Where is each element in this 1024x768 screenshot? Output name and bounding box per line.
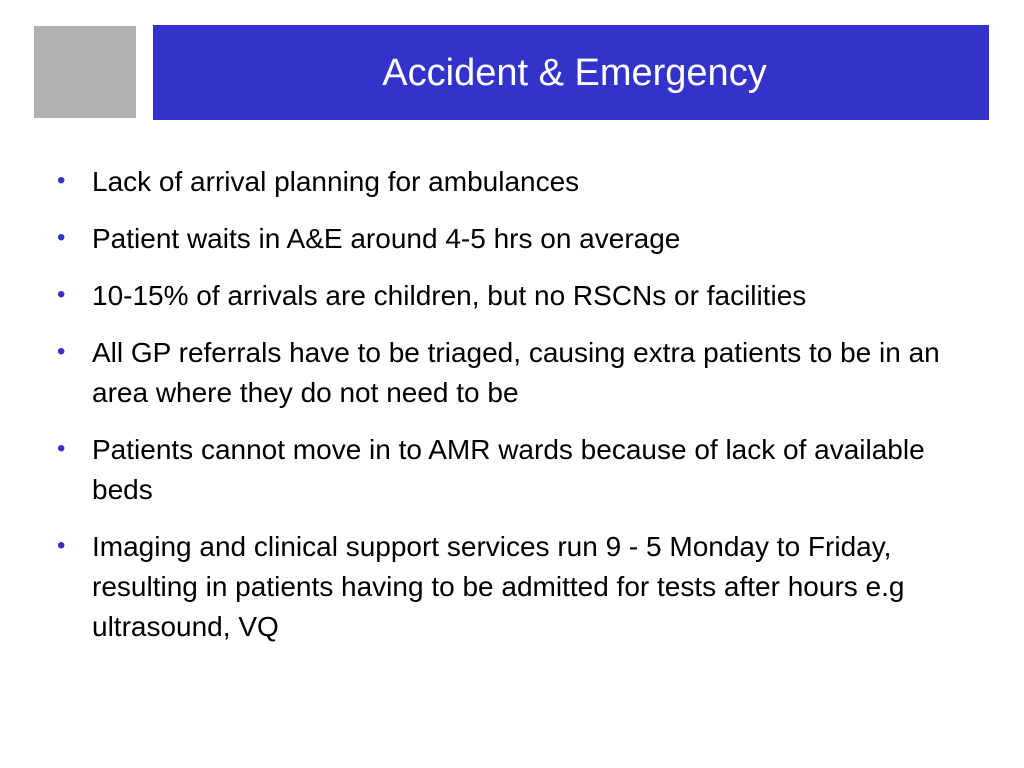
bullet-item — [57, 162, 977, 202]
bullet-icon: • — [57, 532, 66, 559]
bullet-text: Lack of arrival planning for ambulances — [92, 166, 580, 197]
title-bar — [153, 25, 989, 120]
bullet-text: Imaging and clinical support services run 9 - 5 Monday to Friday, resulting in patients having to be admitted for tests after hours e.g ultrasound, VQ — [92, 531, 905, 642]
bullet-text: 10-15% of arrivals are children, but no RSCNs or facilities — [92, 280, 807, 311]
bullet-list — [57, 162, 977, 664]
bullet-icon: • — [57, 167, 66, 194]
bullet-icon: • — [57, 435, 66, 462]
bullet-text: Patient waits in A&E around 4-5 hrs on average — [92, 223, 681, 254]
bullet-text: Patients cannot move in to AMR wards because of lack of available beds — [92, 434, 925, 505]
slide-title: Accident & Emergency — [382, 51, 767, 94]
bullet-icon: • — [57, 281, 66, 308]
bullet-item — [57, 333, 977, 413]
decorative-grey-block — [34, 26, 136, 118]
bullet-icon: • — [57, 224, 66, 251]
bullet-text: All GP referrals have to be triaged, causing extra patients to be in an area where they do not need to be — [92, 337, 940, 408]
bullet-item — [57, 219, 977, 259]
bullet-icon: • — [57, 338, 66, 365]
bullet-item — [57, 527, 977, 647]
bullet-item — [57, 276, 977, 316]
bullet-item — [57, 430, 977, 510]
